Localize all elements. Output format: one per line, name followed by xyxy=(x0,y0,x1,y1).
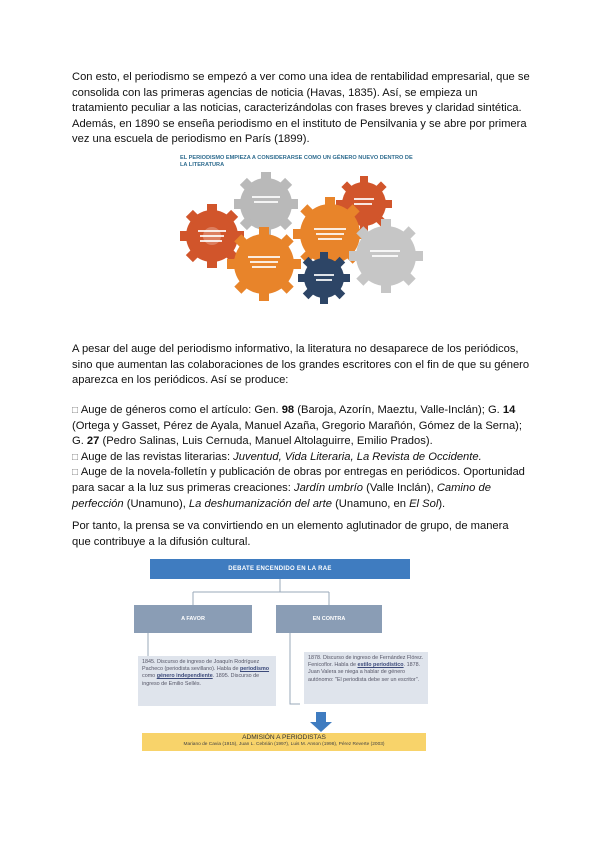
body-paragraph-2: A pesar del auge del periodismo informativo, la literatura no desaparece de los periódicos, sino que aumentan las colaboraciones de los grandes escritores con el fin de que su género aparezca en los periódicos. Así se produce: xyxy=(72,343,530,387)
bullet-1-text: Auge de géneros como el artículo: Gen. xyxy=(80,404,282,416)
body-paragraph-3: Por tanto, la prensa se va convirtiendo en un elemento aglutinador de grupo, de manera que contribuye a la difusión cultural. xyxy=(72,520,509,548)
gen-14: 14 xyxy=(502,404,516,416)
gen-27: 27 xyxy=(86,435,100,448)
gear-orange-center xyxy=(227,227,301,301)
favor-details: 1845. Discurso de ingreso de Joaquín Rodríguez Pacheco (periodista sevillano). Habla de periodismo como género independiente. 1895. Discurso de ingreso de Emilio Sellés. xyxy=(138,656,276,706)
contra-box: EN CONTRA xyxy=(276,605,382,633)
favor-box: A FAVOR xyxy=(134,605,252,633)
gen-98: 98 xyxy=(281,404,295,416)
debate-header: DEBATE ENCENDIDO EN LA RAE xyxy=(150,559,410,579)
admision-names: Mariano de Cavia (1915), Juan L. Cebrián (1997), Luis M. Anson (1998), Pérez Reverte (2003) xyxy=(183,742,385,747)
contra-details: 1878. Discurso de ingreso de Fernández Flórez. Fenicoflor. Habla de estilo periodístico. 1878. Juan Valera se niega a hablar de género autónomo: "El periodista debe ser un escritor". xyxy=(304,652,428,704)
gear-navy-bottom xyxy=(298,252,350,304)
gears-figure xyxy=(178,152,424,324)
admision-title: ADMISIÓN A PERIODISTAS xyxy=(242,734,326,741)
gear-gray-top xyxy=(234,172,298,236)
admision-banner xyxy=(142,733,426,751)
bullet-2-text: Auge de las revistas literarias: xyxy=(80,450,234,463)
intro-paragraph: Con esto, el periodismo se empezó a ver como una idea de rentabilidad empresarial, que se consolida con las primeras agencias de noticia (Havas, 1835). Así, se empieza un tratamiento peculiar a las noticias, caracterizándolas con frases breves y claridad sintética. Además, en 1890 se enseña periodismo en el instituto de Pensilvania y se abre por primera vez una escuela de periodismo en París (1899). xyxy=(72,71,530,146)
magazine-titles: Juventud, Vida Literaria, La Revista de Occidente. xyxy=(233,450,482,463)
bullet-list: □ Auge de géneros como el artículo: Gen. 98 (Baroja, Azorín, Maeztu, Valle-Inclán); G. 14 (Ortega y Gasset, Pérez de Ayala, Manuel Azaña, Gregorio Marañón, Gómez de la Serna); G. 27 (Pedro Salinas, Luis Cernuda, Manuel Altolaguirre, Emilio Prados). □ Auge de las revistas literarias: Juventud, Vida Literaria, La Revista de Occidente. □ Auge de la novela-folletín y publicación de obras por entregas en periódicos. Oportunidad para sacar a la luz sus primeras creaciones: Jardín umbrío (Valle Inclán), Camino de perfección (Unamuno), La deshumanización del arte (Unamuno, en El Sol). xyxy=(72,404,525,510)
gears-figure-title: EL PERIODISMO EMPIEZA A CONSIDERARSE COMO UN GÉNERO NUEVO DENTRO DE LA LITERATURA xyxy=(180,155,413,168)
down-arrow-icon xyxy=(310,712,332,732)
bullet-3-text: Auge de la novela-folletín y publicación de obras por entregas en periódicos. Oportunidad para sacar a la luz sus primeras creaciones: xyxy=(72,466,525,494)
rae-debate-diagram xyxy=(134,556,430,752)
